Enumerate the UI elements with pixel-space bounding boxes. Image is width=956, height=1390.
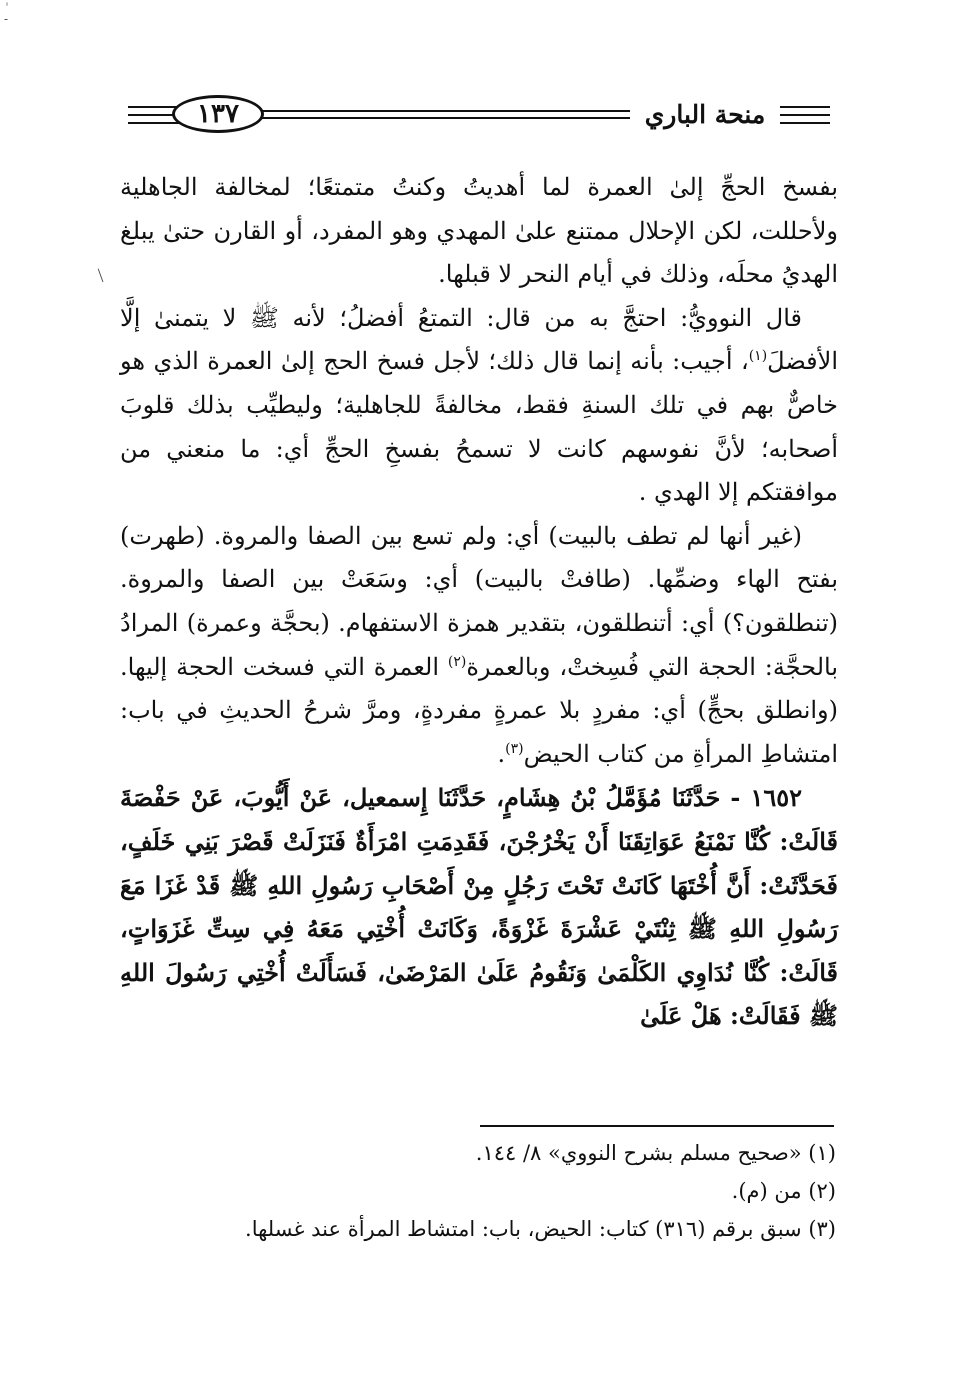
footnote-ref: (١): [748, 348, 768, 365]
paragraph: بفسخ الحجِّ إلىٰ العمرة لما أهديتُ وكنتُ متمتعًا؛ لمخالفة الجاهلية ولأحللت، لكن الإحلال ممتنع علىٰ المهدي وهو المفرد، أو القارن حتىٰ يبلغ الهديُ محلَه، وذلك في أيام النحر لا قبلها.: [120, 173, 838, 289]
footnote: (٢) من (م).: [731, 1179, 836, 1203]
paragraph: [120, 515, 838, 777]
running-title: منحة الباري: [630, 96, 780, 134]
footnote: (١) «صحيح مسلم بشرح النووي» ٨/ ١٤٤.: [475, 1141, 836, 1165]
main-text: [120, 166, 838, 1038]
header-rule: [128, 106, 180, 108]
page-number: ١٣٧: [172, 95, 264, 133]
header-rule: [128, 122, 180, 124]
paragraph-text: .: [497, 739, 506, 768]
header-rule: [780, 106, 830, 108]
paragraph-text: (غير أنها لم تطف بالبيت) أي: ولم تسع بين الصفا والمروة. (طهرت) بفتح الهاء وضمِّها. (طافتْ بالبيت) أي: وسَعَتْ بين الصفا والمروة. (تنطلقون؟) أي: أتنطلقون، بتقدير همزة الاستفهام. (بحجَّة وعمرة) المرادُ بالحجَّة: الحجة التي فُسِختْ، وبالعمرة: [120, 521, 839, 681]
header-rule: [780, 114, 830, 116]
hadith-paragraph: ١٦٥٢ - حَدَّثَنَا مُؤَمَّلُ بْنُ هِشَامٍ، حَدَّثَنَا إِسمعيل، عَنْ أَيُّوبَ، عَنْ حَفْصَةَ قَالَتْ: كُنَّا نَمْنَعُ عَوَاتِقَنَا أَنْ يَخْرُجْنَ، فَقَدِمَتِ امْرَأَةٌ فَنَزَلَتْ قَصْرَ بَنِي خَلَفٍ، فَحَدَّثَتْ: أَنَّ أُخْتَهَا كَانَتْ تَحْتَ رَجُلٍ مِنْ أَصْحَابِ رَسُولِ اللهِ ﷺ قَدْ غَزَا مَعَ رَسُولِ اللهِ ﷺ ثِنْتَيْ عَشْرَةَ غَزْوَةً، وَكَانَتْ أُخْتِي مَعَهُ فِي سِتِّ غَزَوَاتٍ، قَالَتْ: كُنَّا نُدَاوِي الكَلْمَىٰ وَنَقُومُ عَلَىٰ المَرْضَىٰ، فَسَأَلَتْ أُخْتِي رَسُولَ اللهِ ﷺ فَقَالَتْ: هَلْ عَلَىٰ: [120, 783, 838, 1031]
footnotes: [120, 1134, 836, 1248]
footnote-separator: [480, 1125, 834, 1127]
footnote-ref: (٣): [505, 740, 524, 757]
paragraph: [120, 297, 838, 515]
header-rule: [780, 122, 830, 124]
footnote: (٣) سبق برقم (٣١٦) كتاب: الحيض، باب: امتشاط المرأة عند غسلها.: [245, 1217, 836, 1241]
paragraph-text: العمرة التي فسخت الحجة إليها. (وانطلق بحجٍّ) أي: مفردٍ بلا عمرةٍ مفردةٍ، ومرَّ شرحُ الحديثِ في باب: امتشاطِ المرأةِ من كتاب الحيض: [120, 652, 838, 768]
paragraph-text: قال النوويُّ: احتجَّ به من قال: التمتعُ أفضلُ؛ لأنه ﷺ لا يتمنىٰ إلَّا الأفضلَ: [120, 303, 838, 376]
paragraph-text: ، أجيب: بأنه إنما قال ذلك؛ لأجل فسخ الحج إلىٰ العمرة الذي هو خاصٌّ بهم في تلك السنةِ فقط، مخالفةً للجاهلية؛ وليطيِّب بذلك قلوبَ أصحابه؛ لأنَّ نفوسهم كانت لا تسمحُ بفسخِ الحجِّ أي: ما منعني من موافقتكم إلا الهدي .: [120, 347, 838, 507]
scan-artifact-mark: -: [4, 12, 9, 26]
page-header: [120, 92, 830, 140]
scan-artifact-tick: [98, 268, 106, 282]
footnote-ref: (٢): [447, 653, 467, 670]
